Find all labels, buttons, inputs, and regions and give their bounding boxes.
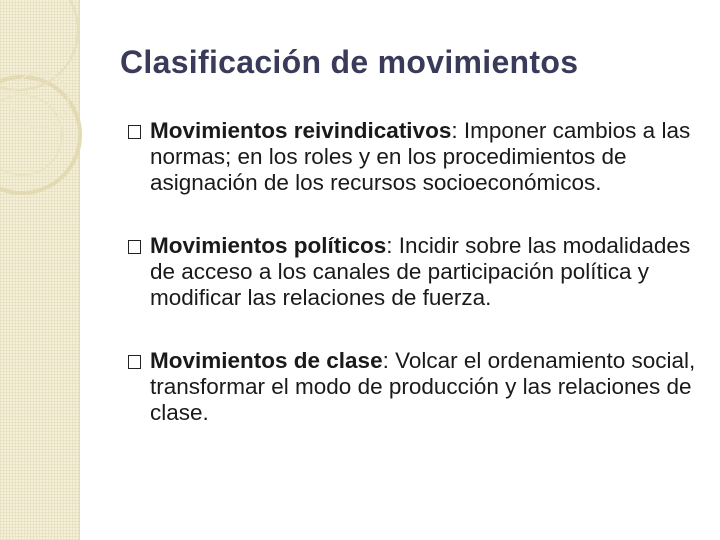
bullet-list [128, 118, 703, 463]
bullet-separator: : [386, 233, 393, 258]
concentric-circles-icon [0, 0, 140, 220]
bullet-description: Imponer cambios a las normas; en los roles y en los procedimientos de asignación de los recursos socioeconómicos. [150, 118, 691, 195]
square-bullet-icon [128, 125, 141, 139]
bullet-term: Movimientos políticos [150, 233, 387, 258]
bullet-separator: : [382, 348, 389, 373]
bullet-item [128, 233, 703, 311]
bullet-description: Volcar el ordenamiento social, transformar el modo de producción y las relaciones de clase. [150, 348, 696, 425]
bullet-term: Movimientos reivindicativos [150, 118, 452, 143]
bullet-item [128, 118, 703, 196]
bullet-description: Incidir sobre las modalidades de acceso a los canales de participación política y modificar las relaciones de fuerza. [150, 233, 691, 310]
square-bullet-icon [128, 355, 141, 369]
bullet-item [128, 348, 703, 426]
slide-title: Clasificación de movimientos [120, 44, 579, 80]
bullet-separator: : [451, 118, 458, 143]
bullet-term: Movimientos de clase [150, 348, 383, 373]
square-bullet-icon [128, 240, 141, 254]
